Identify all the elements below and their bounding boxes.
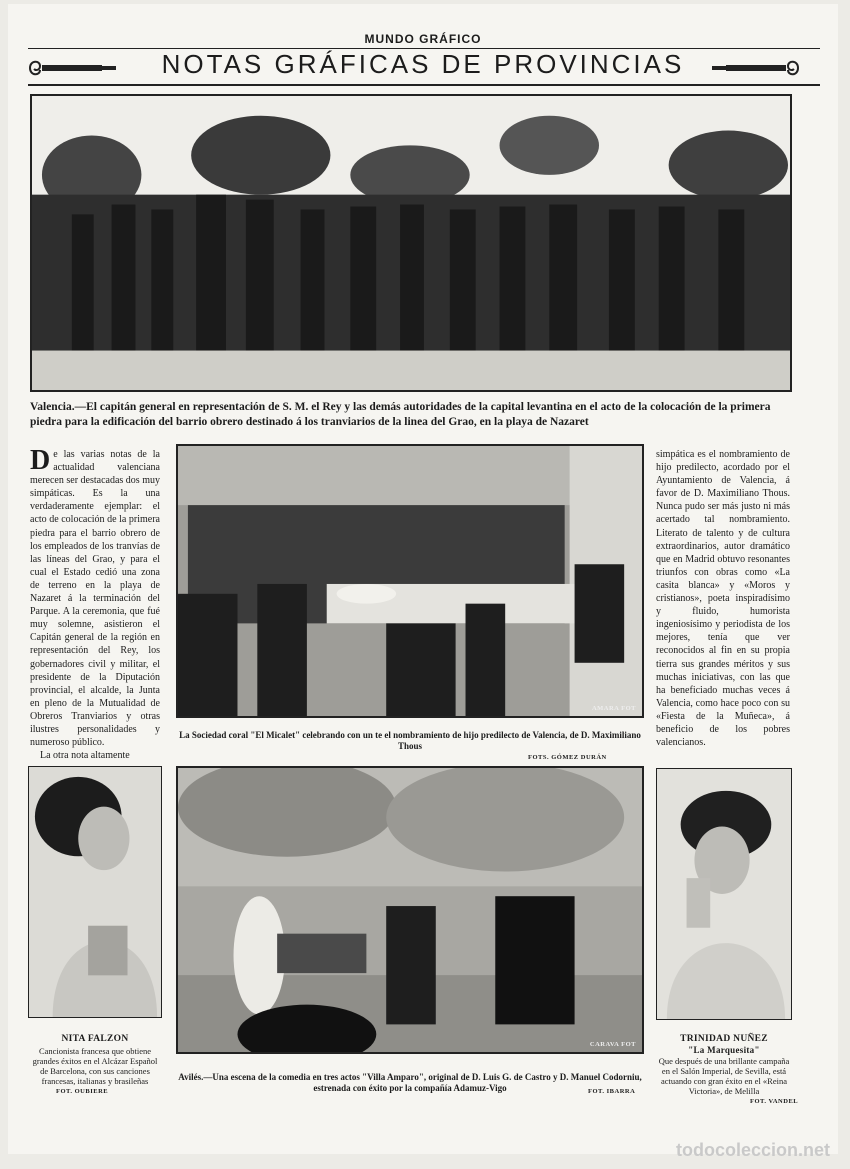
portrait-nita-falzon: [28, 766, 162, 1018]
ornament-left-icon: [26, 56, 118, 85]
stage-signature: CARAVA FOT: [589, 1041, 636, 1048]
article-left-text: e las varias notas de la actualidad valenciana merecen ser destacadas dos muy simpáticas. Es la una verdaderamente ejemplar: el acto de colocación de la primera piedra para el barrio obrero de los empleados de los tranvías de las líneas del Grao, y para el cual el Estado cedió una zona de terreno en la playa de Nazaret á la terminación del Parque. A la ceremonia, que fué muy solemne, asistieron el Capitán general de la región en representación del Rey, los gobernadores civil y militar, el presidente de la Diputación provincial, el alcalde, la Junta en pleno de la Mutualidad de Obreros Tranviarios y otras ilustres personalidades y numeroso público.: [30, 449, 160, 749]
stage-credit: FOT. IBARRA: [588, 1088, 636, 1095]
nita-falzon-credit: FOT. OUBIERE: [56, 1088, 109, 1095]
header-rule-bottom: [28, 84, 820, 86]
article-left-column: [30, 445, 160, 762]
portrait-trinidad-nunez: [656, 768, 792, 1020]
ceremony-photo: [30, 94, 792, 392]
magazine-name: MUNDO GRÁFICO: [364, 32, 482, 46]
magazine-page: [8, 4, 838, 1154]
stage-caption: Avilés.—Una escena de la comedia en tres actos "Villa Amparo", original de D. Luis G. de Castro y D. Manuel Codorniu, estrenada con éxito por la compañía Adamuz-Vigo: [178, 1072, 642, 1093]
trinidad-nunez-nickname: "La Marquesita": [688, 1045, 760, 1055]
stage-photo: [176, 766, 644, 1054]
article-left-continuation: La otra nota altamente: [40, 750, 130, 762]
trinidad-nunez-name: TRINIDAD NUÑEZ: [680, 1034, 768, 1044]
page-title: NOTAS GRÁFICAS DE PROVINCIAS: [161, 49, 685, 79]
nita-falzon-caption: Cancionista francesa que obtiene grandes éxitos en el Alcázar Español de Barcelona, con sus canciones francesas, italianas y brasileñas: [32, 1046, 158, 1086]
watermark: todocoleccion.net: [675, 1140, 830, 1160]
banquet-credit: FOTS. GÓMEZ DURÁN: [528, 754, 607, 761]
banquet-signature: AMARA FOT: [591, 705, 636, 712]
article-right-column: simpática es el nombramiento de hijo predilecto, acordado por el Ayuntamiento de Valencia, á favor de D. Maximiliano Thous. Nunca pudo ser más justo ni más acertado tal nombramiento. Literato de talento y de cultura extraordinarios, autor dramático que en Madrid obtuvo resonantes triunfos con obras como «La casita blanca» y «Moros y cristianos», poeta inspiradísimo y fluido, humorista ingeniosísimo y periodista de los mejores, tenía que ver reconocidos al fin en su propia tierra sus grandes méritos y sus muchas iniciativas, con las que ha beneficiado muchas veces á Valencia, como hace poco con su «Fiesta de la Muñeca», á beneficio de los pobres valencianos.: [656, 449, 790, 749]
ornament-right-icon: [710, 56, 802, 85]
nita-falzon-name: NITA FALZON: [61, 1034, 129, 1044]
banquet-photo: [176, 444, 644, 718]
ceremony-caption: Valencia.—El capitán general en representación de S. M. el Rey y las demás autoridades de la capital levantina en el acto de la colocación de la primera piedra para la edificación del barrio obrero destinado á los tranviarios de la linea del Grao, en la playa de Nazaret: [30, 401, 771, 428]
banquet-caption: La Sociedad coral "El Micalet" celebrando con un te el nombramiento de hijo predilecto de Valencia, de D. Maximiliano Thous: [179, 730, 641, 751]
trinidad-nunez-caption: Que después de una brillante campaña en el Salón Imperial, de Sevilla, está actuando con gran éxito en el «Reina Victoria», de Melilla: [658, 1056, 790, 1096]
trinidad-nunez-credit: FOT. VANDEL: [750, 1098, 799, 1105]
dropcap: D: [30, 445, 51, 476]
